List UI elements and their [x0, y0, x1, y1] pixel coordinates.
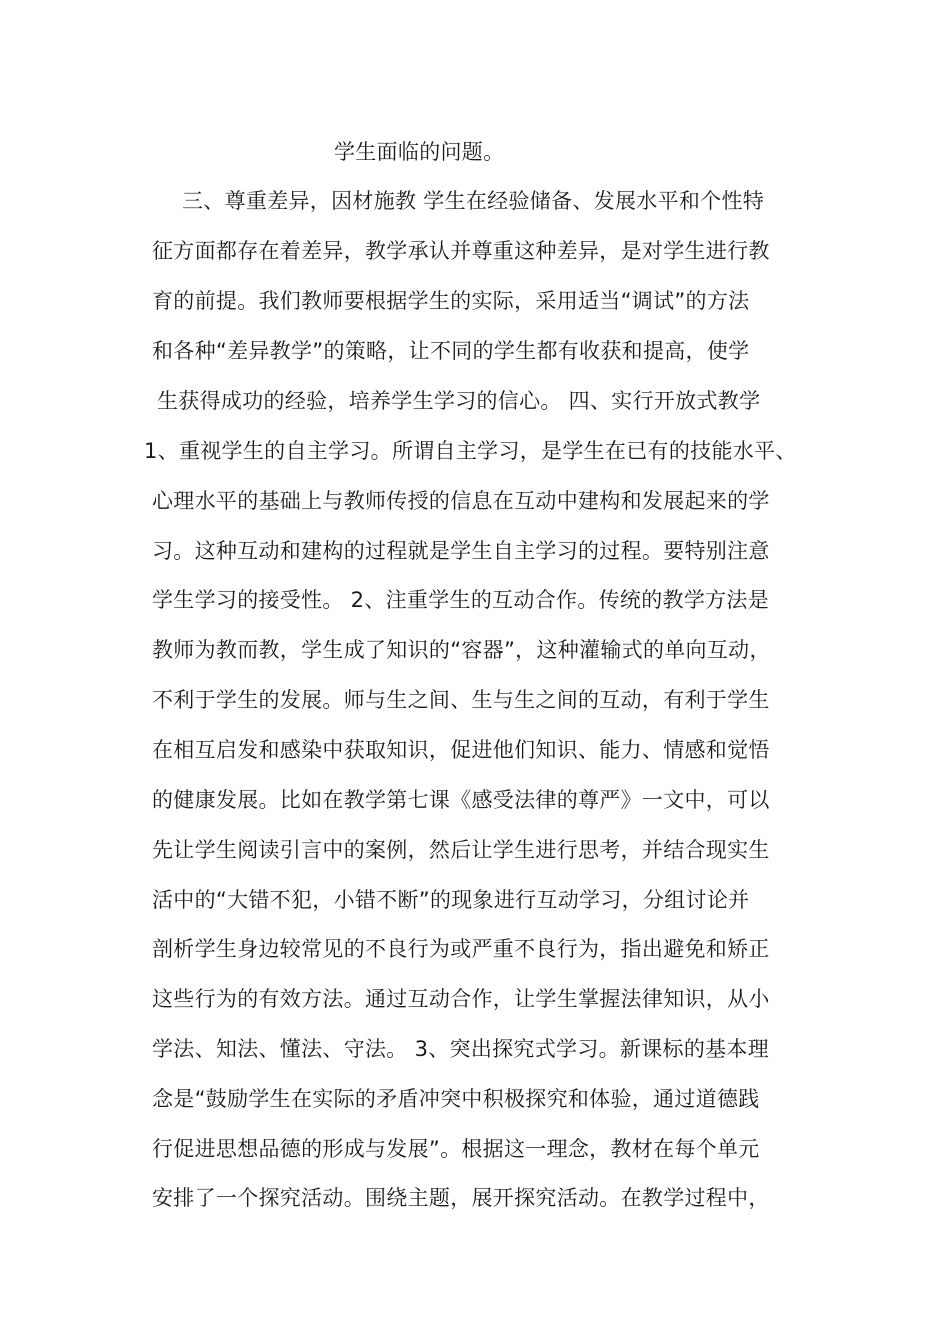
text-line-5: 和各种“差异教学”的策略，让不同的学生都有收获和提高，使学: [152, 339, 750, 363]
text-line-11: 教师为教而教，学生成了知识的“容器”，这种灌输式的单向互动，: [152, 638, 771, 662]
text-line-10: 学生学习的接受性。 2、注重学生的互动合作。传统的教学方法是: [152, 588, 770, 612]
text-line-21: 行促进思想品德的形成与发展”。根据这一理念，教材在每个单元: [152, 1137, 760, 1161]
text-line-12: 不利于学生的发展。师与生之间、生与生之间的互动，有利于学生: [152, 688, 770, 712]
text-line-4: 育的前提。我们教师要根据学生的实际，采用适当“调试”的方法: [152, 289, 750, 313]
text-line-2: 三、尊重差异，因材施教 学生在经验储备、发展水平和个性特: [182, 189, 765, 213]
text-line-7: 1、重视学生的自主学习。所谓自主学习，是学生在已有的技能水平、: [144, 439, 797, 463]
text-line-14: 的健康发展。比如在教学第七课《感受法律的尊严》一文中，可以: [152, 788, 770, 812]
text-line-3: 征方面都存在着差异，教学承认并尊重这种差异，是对学生进行教: [152, 239, 770, 263]
text-line-13: 在相互启发和感染中获取知识，促进他们知识、能力、情感和觉悟: [152, 738, 770, 762]
text-line-8: 心理水平的基础上与教师传授的信息在互动中建构和发展起来的学: [152, 489, 770, 513]
text-line-9: 习。这种互动和建构的过程就是学生自主学习的过程。要特别注意: [152, 539, 770, 563]
text-line-6: 生获得成功的经验，培养学生学习的信心。 四、实行开放式教学: [157, 389, 761, 413]
text-line-16: 活中的“大错不犯，小错不断”的现象进行互动学习，分组讨论并: [152, 888, 750, 912]
text-line-1: 学生面临的问题。: [334, 140, 505, 164]
text-line-17: 剖析学生身边较常见的不良行为或严重不良行为，指出避免和矫正: [152, 937, 770, 961]
text-line-15: 先让学生阅读引言中的案例，然后让学生进行思考，并结合现实生: [152, 838, 770, 862]
text-line-18: 这些行为的有效方法。通过互动合作，让学生掌握法律知识，从小: [152, 987, 770, 1011]
text-line-22: 安排了一个探究活动。围绕主题，展开探究活动。在教学过程中，: [152, 1186, 770, 1210]
text-line-20: 念是“鼓励学生在实际的矛盾冲突中积极探究和体验，通过道德践: [152, 1087, 760, 1111]
text-line-19: 学法、知法、懂法、守法。 3、突出探究式学习。新课标的基本理: [152, 1037, 770, 1061]
